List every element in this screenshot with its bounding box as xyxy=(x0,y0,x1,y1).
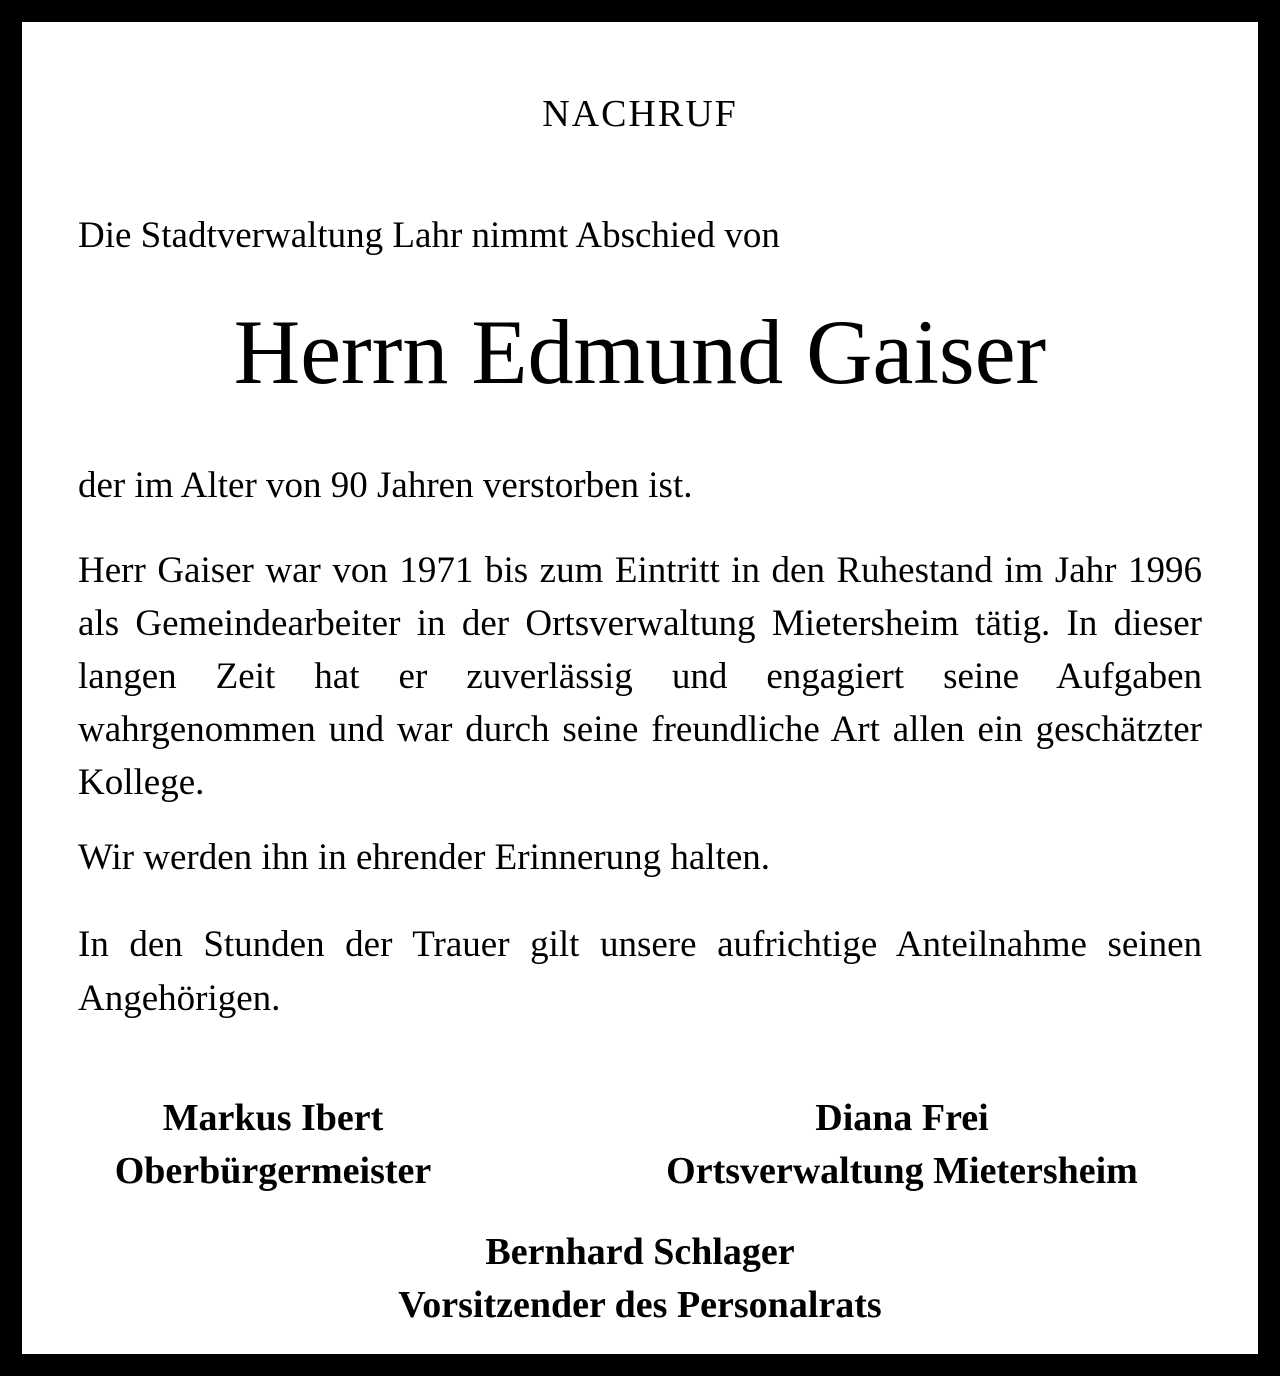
obituary-heading: NACHRUF xyxy=(542,93,738,135)
memory-line: Wir werden ihn in ehrender Erinnerung halten. xyxy=(78,837,770,878)
signatory-title: Ortsverwaltung Mietersheim xyxy=(666,1150,1138,1192)
signatory-name: Bernhard Schlager xyxy=(485,1231,795,1273)
signatory-staff-council xyxy=(78,1226,1202,1332)
deceased-name: Herrn Edmund Gaiser xyxy=(233,301,1047,403)
signatory-mayor xyxy=(78,1092,468,1198)
biography-paragraph: Herr Gaiser war von 1971 bis zum Eintritt in den Ruhestand im Jahr 1996 als Gemeindearbeiter in der Ortsverwaltung Mietersheim tätig. In dieser langen Zeit hat er zuverlässig und engagiert seine Aufgaben wahrgenommen und war durch seine freundliche Art allen ein geschätzter Kollege. xyxy=(78,550,1202,803)
signatory-name: Markus Ibert xyxy=(162,1097,384,1139)
condolence-paragraph: In den Stunden der Trauer gilt unsere aufrichtige Anteilnahme seinen Angehörigen. xyxy=(78,924,1202,1019)
obituary-content xyxy=(78,22,1202,1354)
intro-line: Die Stadtverwaltung Lahr nimmt Abschied von xyxy=(78,215,780,256)
signatory-name: Diana Frei xyxy=(815,1097,989,1139)
age-line: der im Alter von 90 Jahren verstorben ist. xyxy=(78,465,693,506)
signatory-title: Vorsitzender des Personalrats xyxy=(398,1284,882,1326)
signatory-local-admin xyxy=(602,1092,1202,1198)
signatory-title: Oberbürgermeister xyxy=(114,1150,432,1192)
